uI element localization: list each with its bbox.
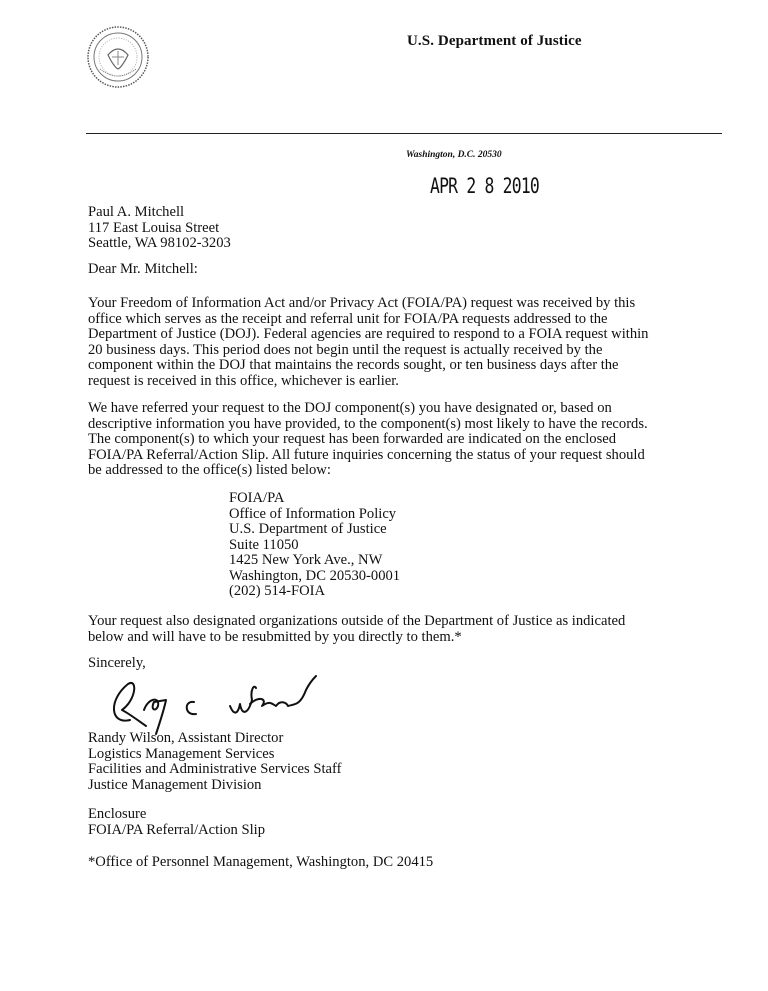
recipient-line: Seattle, WA 98102-3203: [88, 235, 231, 251]
paragraph-line: Department of Justice (DOJ). Federal agencies are required to respond to a FOIA request within: [88, 326, 649, 342]
paragraph-line: 20 business days. This period does not begin until the request is actually received by the: [88, 341, 603, 358]
paragraph-line: component within the DOJ that maintains the records sought, or ten business days after the: [88, 357, 619, 373]
recipient-line: 117 East Louisa Street: [88, 219, 220, 236]
paragraph-outside-orgs: [88, 614, 625, 645]
address-line: (202) 514-FOIA: [229, 583, 326, 599]
paragraph-line: Your request also designated organizations outside of the Department of Justice as indicated: [88, 613, 626, 629]
recipient-line: Paul A. Mitchell: [88, 204, 185, 220]
office-address: [229, 491, 400, 600]
agency-name: U.S. Department of Justice: [407, 33, 582, 49]
date-stamp: APR 2 8 2010: [430, 174, 539, 198]
paragraph-receipt: [88, 296, 648, 389]
paragraph-line: below and will have to be resubmitted by you directly to them.*: [88, 628, 462, 645]
paragraph-line: descriptive information you have provided, to the component(s) most likely to have the records.: [88, 415, 648, 432]
address-line: U.S. Department of Justice: [229, 521, 387, 537]
closing: Sincerely,: [88, 655, 146, 671]
address-line: Office of Information Policy: [229, 505, 397, 522]
doj-seal-icon: [86, 25, 150, 89]
paragraph-line: request is received in this office, whichever is earlier.: [88, 372, 399, 389]
signer-line: Facilities and Administrative Services Staff: [88, 761, 342, 777]
signer-line: Randy Wilson, Assistant Director: [88, 730, 284, 746]
address-line: Washington, DC 20530-0001: [229, 567, 401, 584]
address-line: Suite 11050: [229, 536, 299, 553]
address-line: 1425 New York Ave., NW: [229, 552, 383, 568]
address-line: FOIA/PA: [229, 490, 285, 506]
enclosure-line: FOIA/PA Referral/Action Slip: [88, 821, 266, 838]
signer-line: Logistics Management Services: [88, 745, 275, 762]
paragraph-line: Your Freedom of Information Act and/or Privacy Act (FOIA/PA) request was received by this: [88, 295, 636, 311]
paragraph-referral: [88, 401, 648, 479]
signer-block: [88, 731, 341, 793]
paragraph-line: office which serves as the receipt and referral unit for FOIA/PA requests addressed to the: [88, 310, 608, 327]
paragraph-line: be addressed to the office(s) listed below:: [88, 462, 331, 478]
paragraph-line: The component(s) to which your request has been forwarded are indicated on the enclosed: [88, 431, 617, 447]
footnote: *Office of Personnel Management, Washington, DC 20415: [88, 854, 434, 870]
signer-line: Justice Management Division: [88, 776, 262, 793]
office-location: Washington, D.C. 20530: [406, 150, 502, 160]
paragraph-line: FOIA/PA Referral/Action Slip. All future inquiries concerning the status of your request should: [88, 446, 645, 463]
paragraph-line: We have referred your request to the DOJ component(s) you have designated or, based on: [88, 400, 612, 416]
header-divider: [86, 133, 722, 134]
enclosure-line: Enclosure: [88, 806, 147, 822]
recipient-address: [88, 205, 231, 252]
enclosure-block: [88, 807, 265, 838]
salutation: Dear Mr. Mitchell:: [88, 261, 198, 277]
